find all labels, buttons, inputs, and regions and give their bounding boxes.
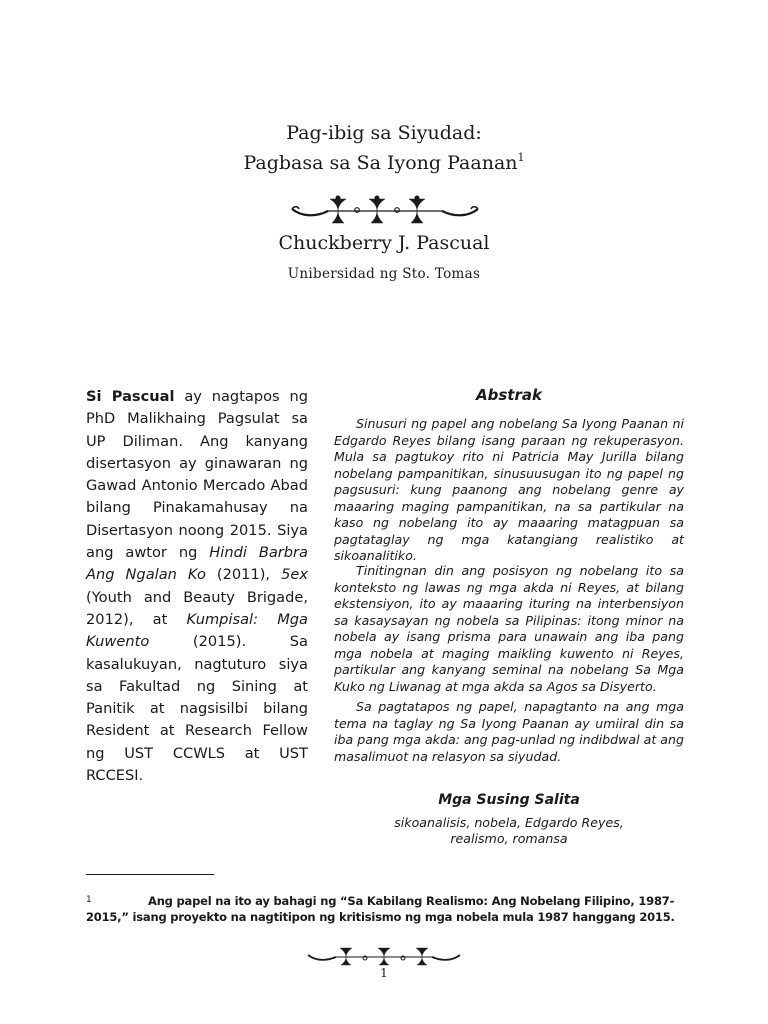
keywords-line: sikoanalisis, nobela, Edgardo Reyes, [394, 815, 624, 830]
bio-text: (2011), [205, 566, 282, 584]
keywords-heading: Mga Susing Salita [438, 792, 580, 808]
bio-work-title: 5ex [281, 566, 308, 584]
bio-work-title: Kumpisal: Mga Kuwento [86, 610, 308, 651]
page-number: 1 [380, 966, 388, 980]
author-name: Chuckberry J. Pascual [278, 232, 490, 254]
paper-title-line2 [0, 148, 768, 178]
author-affiliation: Unibersidad ng Sto. Tomas [287, 266, 481, 282]
abstract-paragraph: Sinusuri ng papel ang nobelang Sa Iyong Paanan ni Edgardo Reyes bilang isang paraan ng rekuperasyon. Mula sa pagtukoy rito ni Patricia May Jurilla bilang nobelang pampanitikan, sinusuusugan ito ng papel ng pagsusuri: kung paanong ang nobelang genre ay maaaring maging pampanitikan, na sa partikular na kaso ng nobelang ito ay maaaring matagpuan sa pagtataglay ng mga katangiang realistiko at sikoanalitiko. [334, 416, 684, 563]
ornament-divider-top [290, 193, 480, 227]
bio-name: Si Pascual [86, 388, 175, 405]
abstract-paragraph: Sa pagtatapos ng papel, napagtanto na ang mga tema na taglay ng Sa Iyong Paanan ay umiiral din sa iba pang mga akda: ang pag-unlad ng indibdwal at ang masalimuot na relasyon sa siyudad. [334, 699, 684, 764]
bio-work-title: Hindi Barbra Ang Ngalan Ko [86, 544, 308, 584]
footnote-text: Ang papel na ito ay bahagi ng “Sa Kabilang Realismo: Ang Nobelang Filipino, 1987-2015,” isang proyekto na nagtitipon ng kritisismo ng mga nobela mula 1987 hanggang 2015. [86, 894, 675, 924]
bio-text: (2015). Sa kasalukuyan, nagtuturo siya sa Fakultad ng Sining at Panitik at nagsisilbi bilang Resident at Research Fellow ng UST CCWLS at UST RCCESI. [86, 633, 308, 785]
keywords-list [334, 815, 684, 846]
paper-title-text: Pagbasa sa Sa Iyong Paanan [243, 152, 518, 174]
paper-title-line1: Pag-ibig sa Siyudad: [286, 122, 482, 144]
title-footnote-ref[interactable]: 1 [517, 151, 525, 164]
ornament-divider-bottom [306, 944, 462, 968]
footnote [86, 893, 686, 925]
bio-text: ay nagtapos ng PhD Malikhaing Pagsulat sa UP Diliman. Ang kanyang disertasyon ay ginawaran ng Gawad Antonio Mercado Abad bilang Pinakamahusay na Disertasyon noong 2015. Siya ang awtor ng [86, 388, 308, 562]
author-bio [86, 386, 308, 787]
footnote-divider [86, 874, 214, 875]
keywords-line: realismo, romansa [450, 830, 568, 846]
footnote-marker: 1 [86, 895, 92, 905]
abstract-paragraph: Tinitingnan din ang posisyon ng nobelang ito sa konteksto ng lawas ng mga akda ni Reyes, at bilang ekstensiyon, ito ay maaaring ituring na interbensiyon sa kasaysayan ng nobela sa Pilipinas: itong minor na nobela ay isang prisma para unawain ang iba pang mga nobela at maging maikling kuwento ni Reyes, partikular ang kanyang seminal na nobelang Sa Mga Kuko ng Liwanag at mga akda sa Agos sa Disyerto. [334, 563, 684, 694]
abstract-heading: Abstrak [476, 386, 542, 404]
bio-text: (Youth and Beauty Brigade, 2012), at [86, 588, 308, 628]
